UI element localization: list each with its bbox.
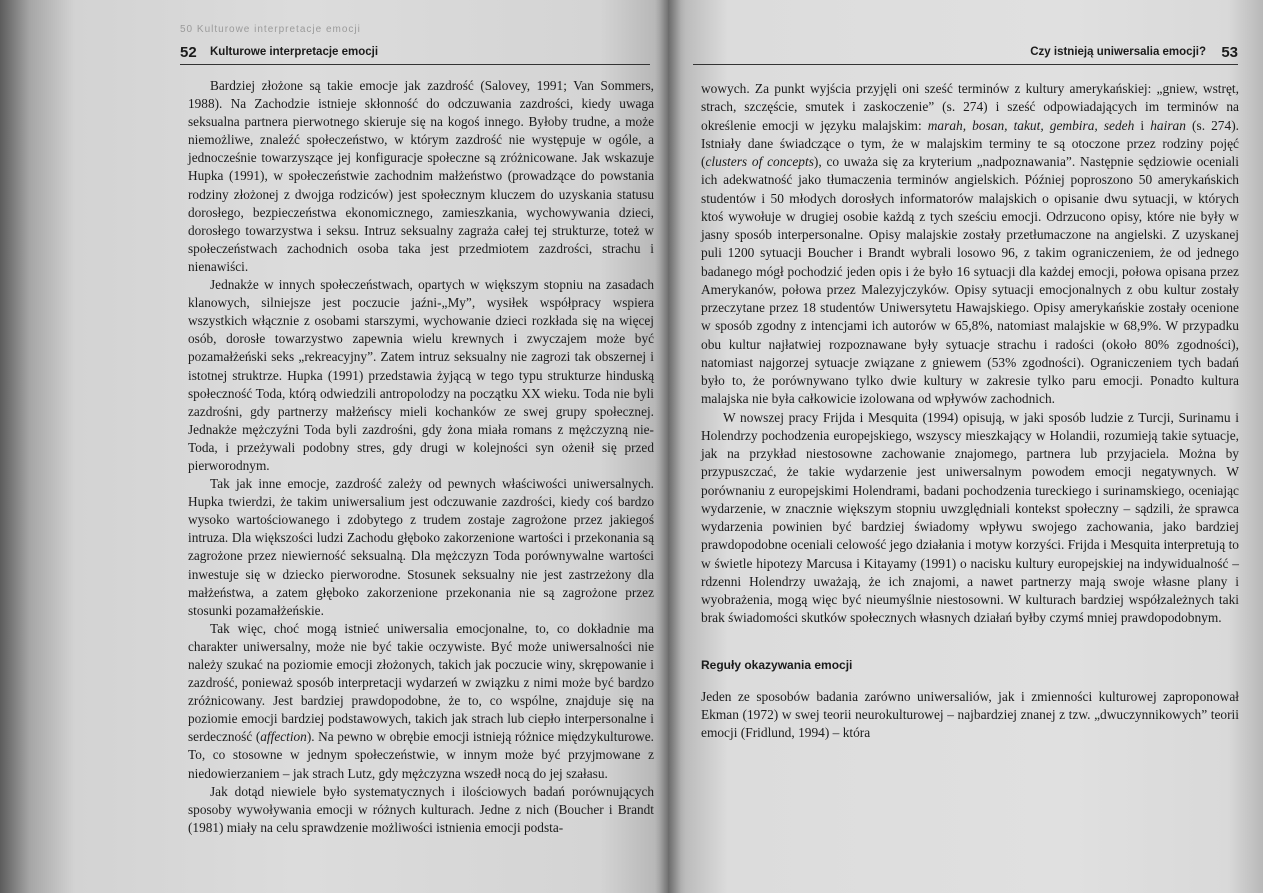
paragraph bbox=[188, 276, 654, 475]
text-run: Tak jak inne emocje, zazdrość zależy od pewnych właściwości uniwersalnych. Hupka twierdzi, że takim uniwersalium jest odczuwanie zazdrości, kiedy coś bardzo wysoko wartościowanego i zdobytego z trudem zostaje zagrożone przez jakiegoś intruza. Dla większości ludzi Zachodu głęboko zakorzenione wartości i przekonania są zagrożone przez niewierność seksualną. Dla mężczyzn Toda porównywalne wartości inwestuje się w dziecko pierworodne. Stosunek seksualny nie jest zastrzeżony dla małżeństwa, a zatem głęboko zakorzenione przekonania nie są zagrożone przez stosunki pozamałżeńskie. bbox=[188, 476, 654, 618]
right-page bbox=[668, 0, 1263, 893]
italic-text: hairan bbox=[1150, 117, 1186, 133]
text-run: (s. 274). Istniały dane świadczące o tym, że w malajskim terminy te są otoczone przez rodziny pojęć ( bbox=[701, 117, 1240, 169]
text-run: Jak dotąd niewiele było systematycznych i ilościowych badań porównujących sposoby wywoływania emocji w różnych kulturach. Jedne z nich (Boucher i Brandt (1981) miały na celu sprawdzenie możliwości istnienia emocji podsta- bbox=[188, 783, 654, 835]
text-run: Jeden ze sposobów badania zarówno uniwersaliów, jak i zmienności kulturowej zaproponował Ekman (1972) w swej teorii neurokulturowej – najbardziej znanej z tzw. „dwuczynnikowych” teorii emocji (Fridlund, 1994) – która bbox=[701, 688, 1239, 740]
text-run: wowych. Za punkt wyjścia przyjęli oni sześć terminów z kultury amerykańskiej: „gniew, wstręt, strach, szczęście, smutek i zaskoczenie” (s. 274) i sześć odpowiadających im terminów na określenie emocji w języku malajskim: bbox=[701, 81, 1239, 133]
italic-text: affection bbox=[260, 729, 307, 745]
text-run: i bbox=[1134, 117, 1151, 133]
italic-text: marah, bosan, takut, gembira, sedeh bbox=[927, 117, 1135, 133]
bleed-through-header: 50 Kulturowe interpretacje emocji bbox=[180, 24, 361, 35]
paragraph bbox=[701, 80, 1239, 409]
book-gutter bbox=[655, 0, 681, 893]
paragraph bbox=[188, 783, 654, 837]
paragraph bbox=[701, 409, 1239, 628]
text-run: Tak więc, choć mogą istnieć uniwersalia emocjonalne, to, co dokładnie ma charakter uniwersalny, może nie być takie oczywiste. Być może uniwersalności nie należy szukać na poziomie emocji złożonych, takich jak poczucie winy, skrępowanie i zazdrość, ponieważ sposób interpretacji wydarzeń w związku z nimi może być bardzo zróżnicowany. Jest bardziej prawdopodobne, że to, co wspólne, znajduje się na poziomie emocji bardziej podstawowych, takich jak strach lub ciepło interpersonalne i serdeczność ( bbox=[188, 620, 654, 745]
paragraph bbox=[188, 77, 654, 276]
text-run: W nowszej pracy Frijda i Mesquita (1994) opisują, w jaki sposób ludzie z Turcji, Surinamu i Holendrzy pochodzenia europejskiego, wszyscy mieszkający w Holandii, rozumieją takie sytuacje, jak na przykład niestosowne zachowanie znajomego, partnera lub przyjaciela. Można by przypuszczać, że takie wydarzenie jest uniwersalnym powodem emocji negatywnych. W porównaniu z europejskimi Holendrami, badani pochodzenia tureckiego i surinamskiego, oceniając wydarzenie, w znacznie większym stopniu uwzględniali kontekst społeczny – sądzili, że sprawca wydarzenia powinien być bardziej świadomy wpływu swojego zachowania, jako bardziej prawdopodobne oceniali celowość jego działania i motyw korzyści. Frijda i Mesquita interpretują to w świetle hipotezy Marcusa i Kitayamy (1991) o nacisku kultury europejskiej na indywidualność – rdzenni Holendrzy uważają, że ich znajomi, a nawet partnerzy mają swoje własne plany i wyobrażenia, mogą więc być nieumyślnie niestosowni. W kulturach bardziej współzależnych taki brak świadomości skutków społecznych własnych działań byłby czymś mniej prawdopodobnym. bbox=[701, 409, 1239, 626]
left-running-header bbox=[180, 44, 650, 64]
text-run: Jednakże w innych społeczeństwach, opartych w większym stopniu na zasadach klanowych, silniejsze jest poczucie jaźni-„My”, wysiłek współpracy wspiera wszystkich włącznie z osobami starszymi, wychowanie dzieci rozkłada się na więcej osób, dorosłe towarzystwo zapewnia wielu krewnych i zwyczajem może być pozamałżeński seks „rekreacyjny”. Zatem intruz seksualny nie zagrozi tak obszernej i istotnej struktrze. Hupka (1991) przedstawia żyjącą w tego typu strukturze hinduską społeczność Toda, którą odwiedzili antropolodzy na początku XX wieku. Toda nie byli zazdrośni, gdy partnerzy małżeńscy mieli kochanków ze swej grupy społecznej. Jednakże mężczyźni Toda byli zazdrośni, gdy żona miała romans z mężczyzną nie-Toda, i przeżywali podobny stres, gdy drugi w kolejności syn ożenił się przed pierworodnym. bbox=[188, 277, 654, 473]
section-heading: Reguły okazywania emocji bbox=[701, 657, 853, 672]
paragraph bbox=[188, 475, 654, 620]
left-running-title: Kulturowe interpretacje emocji bbox=[210, 46, 379, 58]
right-header-rule bbox=[693, 64, 1238, 65]
right-page-number: 53 bbox=[1221, 44, 1238, 61]
paragraph bbox=[701, 688, 1239, 743]
left-page-number: 52 bbox=[180, 44, 197, 61]
text-run: ), co uważa się za kryterium „nadpoznawania”. Następnie sędziowie oceniali ich adekwatność jako tłumaczenia terminów angielskich. Później poproszono 50 amerykańskich studentów i 50 młodych dorosłych informatorów malajskich o opisanie dwu sytuacji, w których ktoś wywołuje w drugiej osobie każdą z tych sześciu emocji. Odrzucono opisy, które nie były w jasny sposób interpersonalne. Opisy malajskie zostały przetłumaczone na angielski. Z uzyskanej puli 1200 sytuacji Boucher i Brandt wybrali losowo 96, z takim ograniczeniem, że od jednego badanego mógł pochodzić jeden opis i że było 16 sytuacji dla każdej emocji, połowa opisana przez Amerykanów, połowa przez Malezyjczyków. Opisy sytuacji emocjonalnych z obu kultur zostały przeczytane przez 18 studentów Uniwersytetu Hawajskiego. Opisy amerykańskie zostały ocenione w sposób zgodny z intencjami ich autorów w 65,8%, natomiast malajskie w 68,9%. W przypadku obu kultur najłatwiej rozpoznawane były sytuacje strachu i radości (około 80% zgodności), natomiast najgorzej sytuacje związane z gniewem (53% zgodności). Ograniczeniem tych badań było to, że porównywano tylko dwie kultury w zakresie tylko paru emocji. Ponadto kultura malajska nie była całkowicie izolowana od wpływów zachodnich. bbox=[701, 154, 1239, 407]
left-body-text bbox=[188, 77, 654, 837]
right-running-title: Czy istnieją uniwersalia emocji? bbox=[1030, 46, 1206, 58]
paragraph bbox=[188, 620, 654, 783]
left-header-rule bbox=[180, 64, 650, 65]
right-running-header bbox=[693, 44, 1238, 64]
italic-text: clusters of concepts bbox=[705, 154, 814, 169]
text-run: ). Na pewno w obrębie emocji istnieją różnice międzykulturowe. To, co stosowne w jednym społeczeństwie, w innym może być przyjmowane z niedowierzaniem – jak strach Lutz, gdy mężczyzna wszedł nocą do jej szałasu. bbox=[188, 729, 654, 781]
right-body-text bbox=[701, 80, 1239, 742]
text-run: Bardziej złożone są takie emocje jak zazdrość (Salovey, 1991; Van Sommers, 1988). Na Zachodzie istnieje skłonność do odczuwania zazdrości, kiedy uwaga seksualna partnera pierwotnego skieruje się na kogoś innego. Byłoby trudne, a może niemożliwe, znaleźć społeczeństwo, w którym zazdrość nie występuje w ogóle, a jednocześnie towarzyszące jej konfiguracje społeczne są zróżnicowane. Jak wskazuje Hupka (1991), w społeczeństwie zachodnim małżeństwo (prowadzące do powstania rodziny złożonej z dwojga rodziców) jest społecznym kluczem do uzyskania statusu dorosłego, bezpieczeństwa ekonomicznego, zamieszkania, wychowywania dzieci, dorosłego towarzystwa i seksu. Intruz seksualny zagraża całej tej strukturze, toteż w społeczeństwach zachodnich osoba taka jest przedmiotem zazdrości, strachu i nienawiści. bbox=[188, 78, 654, 274]
